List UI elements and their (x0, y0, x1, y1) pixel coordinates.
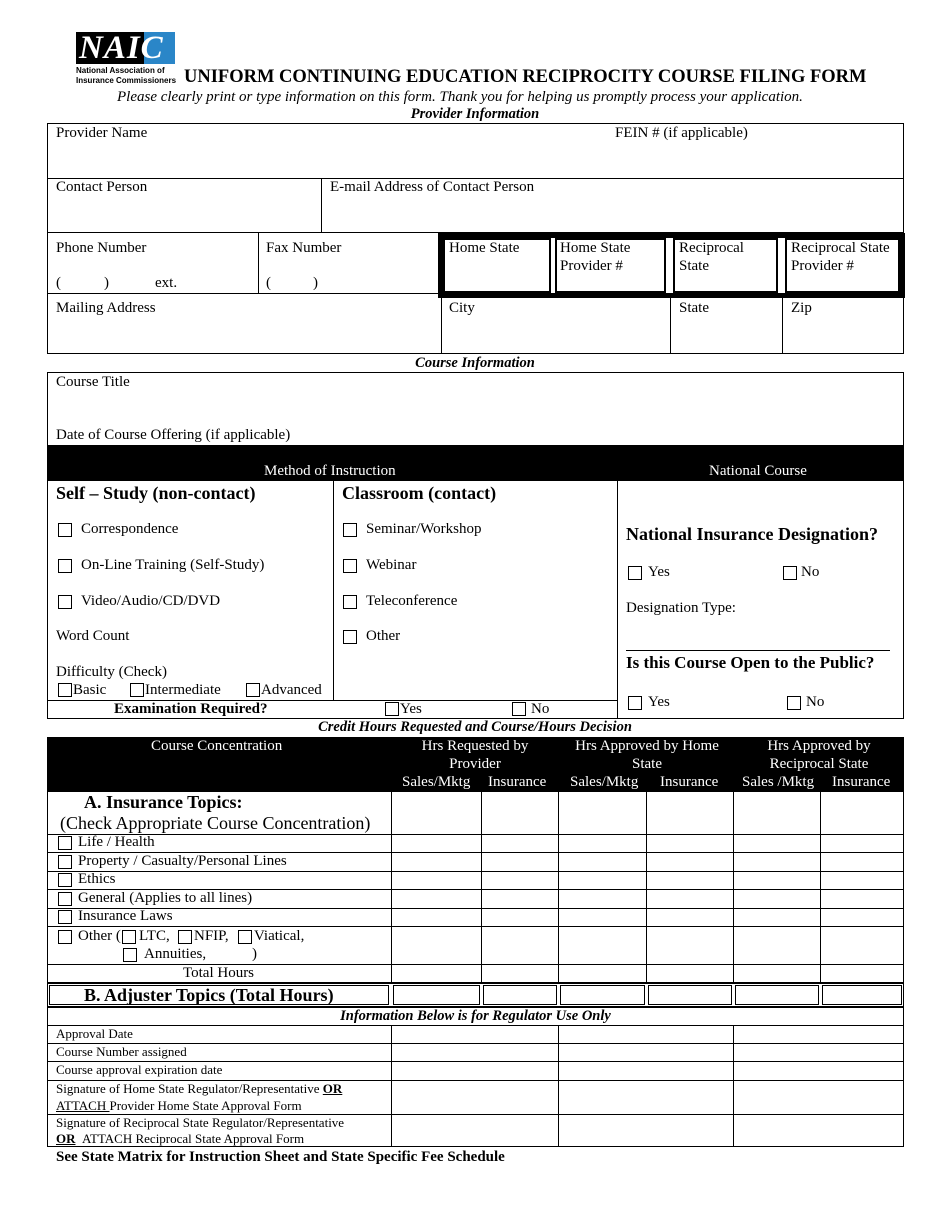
adjuster-cell-1[interactable] (393, 985, 480, 1005)
exam-no-label: No (531, 701, 550, 717)
correspondence-checkbox[interactable] (58, 523, 72, 537)
teleconference-checkbox[interactable] (343, 595, 357, 609)
col-recip-2: Reciprocal State (769, 756, 869, 772)
form-subtitle: Please clearly print or type information on this form. Thank you for helping us promptly process your application. (117, 89, 803, 105)
intermediate-label: Intermediate (145, 682, 221, 698)
ltc-checkbox[interactable] (122, 930, 136, 944)
online-checkbox[interactable] (58, 559, 72, 573)
advanced-checkbox[interactable] (246, 683, 260, 697)
reciprocal-state-label-2: State (679, 258, 709, 274)
sig-recip-line2 (56, 1131, 304, 1147)
city-field[interactable] (443, 318, 668, 352)
difficulty-label: Difficulty (Check) (56, 664, 167, 680)
reciprocal-provider-label-2: Provider # (791, 258, 854, 274)
designation-yes-checkbox[interactable] (628, 566, 642, 580)
word-count-label: Word Count (56, 628, 130, 644)
provider-section-title: Provider Information (410, 106, 540, 122)
topic-ethics-checkbox[interactable] (58, 873, 72, 887)
col-requested-2: Provider (449, 756, 501, 772)
designation-type-label: Designation Type: (626, 600, 736, 616)
topic-general-checkbox[interactable] (58, 892, 72, 906)
course-title-label: Course Title (56, 374, 130, 390)
home-state-label: Home State (449, 240, 520, 256)
topic-property-checkbox[interactable] (58, 855, 72, 869)
public-no-checkbox[interactable] (787, 696, 801, 710)
sig-recip-or: OR (56, 1131, 76, 1146)
city-label: City (449, 300, 475, 316)
sub-ins-3: Insurance (832, 774, 891, 790)
topic-property-label: Property / Casualty/Personal Lines (78, 853, 287, 869)
sub-ins-1: Insurance (488, 774, 547, 790)
col-concentration: Course Concentration (151, 738, 283, 754)
public-yes-label: Yes (648, 694, 670, 710)
form-title: UNIFORM CONTINUING EDUCATION RECIPROCITY COURSE FILING FORM (184, 67, 867, 87)
expiration-label: Course approval expiration date (56, 1062, 223, 1077)
sig-home-form: Provider Home State Approval Form (109, 1098, 302, 1113)
course-title-field[interactable] (48, 392, 903, 424)
intermediate-checkbox[interactable] (130, 683, 144, 697)
provider-name-field[interactable] (48, 142, 608, 176)
topic-ethics-label: Ethics (78, 871, 116, 887)
provider-name-label: Provider Name (56, 125, 148, 141)
mailing-address-label: Mailing Address (56, 300, 156, 316)
public-question: Is this Course Open to the Public? (626, 653, 875, 672)
sig-home-text: Signature of Home State Regulator/Representative (56, 1081, 323, 1096)
designation-yes-label: Yes (648, 564, 670, 580)
sig-home-or: OR (322, 1081, 343, 1096)
webinar-label: Webinar (366, 557, 417, 573)
basic-checkbox[interactable] (58, 683, 72, 697)
approval-date-label: Approval Date (56, 1026, 133, 1041)
naic-logo (76, 32, 176, 88)
contact-person-label: Contact Person (56, 179, 148, 195)
home-state-provider-label: Home State (560, 240, 631, 256)
footer-note: See State Matrix for Instruction Sheet and State Specific Fee Schedule (56, 1149, 505, 1165)
credit-section-title: Credit Hours Requested and Course/Hours Decision (318, 719, 632, 735)
topic-life-label: Life / Health (78, 834, 155, 850)
seminar-checkbox[interactable] (343, 523, 357, 537)
ltc-label: LTC, (139, 928, 170, 944)
sig-recip-form: ATTACH Reciprocal State Approval Form (82, 1131, 305, 1146)
topic-laws-label: Insurance Laws (78, 908, 173, 924)
viatical-checkbox[interactable] (238, 930, 252, 944)
online-label: On-Line Training (Self-Study) (81, 557, 265, 573)
nfip-label: NFIP, (194, 928, 229, 944)
seminar-label: Seminar/Workshop (366, 521, 482, 537)
correspondence-label: Correspondence (81, 521, 179, 537)
home-state-provider-label-2: Provider # (560, 258, 623, 274)
designation-no-label: No (801, 564, 820, 580)
reciprocal-provider-label: Reciprocal State (791, 240, 890, 256)
total-hours-label: Total Hours (183, 965, 255, 981)
check-concentration-label: (Check Appropriate Course Concentration) (60, 813, 371, 833)
designation-question: National Insurance Designation? (626, 524, 879, 544)
other-method-checkbox[interactable] (343, 630, 357, 644)
annuities-checkbox[interactable] (123, 948, 137, 962)
sig-home-line1 (56, 1081, 342, 1097)
phone-area-open: ( (56, 275, 61, 291)
sig-recip-line1: Signature of Reciprocal State Regulator/Representative (56, 1115, 345, 1130)
adjuster-cell-2[interactable] (483, 985, 557, 1005)
advanced-label: Advanced (261, 682, 322, 698)
zip-label: Zip (791, 300, 812, 316)
other-method-label: Other (366, 628, 401, 644)
logo-line1: National Association of (76, 66, 165, 75)
exam-required-label: Examination Required? (114, 701, 268, 717)
nfip-checkbox[interactable] (178, 930, 192, 944)
logo-text: NAIC (79, 30, 164, 66)
adjuster-cell-5[interactable] (735, 985, 819, 1005)
col-recip: Hrs Approved by (767, 738, 871, 754)
insurance-topics-title: A. Insurance Topics: (84, 792, 243, 812)
public-yes-checkbox[interactable] (628, 696, 642, 710)
sub-sales-2: Sales/Mktg (570, 774, 639, 790)
national-header: National Course (709, 463, 807, 479)
viatical-label: Viatical, (254, 928, 305, 944)
sig-home-attach: ATTACH (56, 1098, 110, 1113)
self-study-title: Self – Study (non-contact) (56, 483, 256, 503)
email-field[interactable] (323, 198, 903, 230)
mailing-address-field[interactable] (48, 318, 438, 352)
adjuster-cell-4[interactable] (648, 985, 732, 1005)
sig-home-line2 (56, 1098, 302, 1114)
fax-label: Fax Number (266, 240, 342, 256)
topic-other-checkbox[interactable] (58, 930, 72, 944)
state-field[interactable] (672, 318, 780, 352)
topic-laws-checkbox[interactable] (58, 910, 72, 924)
annuities-label: Annuities, (144, 946, 207, 962)
sub-sales-3: Sales /Mktg (742, 774, 815, 790)
regulator-section-title: Information Below is for Regulator Use Only (340, 1008, 611, 1024)
webinar-checkbox[interactable] (343, 559, 357, 573)
fax-area-open: ( (266, 275, 271, 291)
teleconference-label: Teleconference (366, 593, 458, 609)
phone-ext-label: ext. (155, 275, 178, 291)
exam-yes-checkbox[interactable] (385, 702, 399, 716)
fax-area-close: ) (313, 275, 318, 291)
col-home-2: State (632, 756, 662, 772)
zip-field[interactable] (784, 318, 902, 352)
contact-person-field[interactable] (48, 198, 320, 230)
fein-field[interactable] (612, 142, 902, 176)
logo-line2: Insurance Commissioners (76, 76, 177, 85)
col-home: Hrs Approved by Home (575, 738, 719, 754)
method-header: Method of Instruction (264, 463, 396, 479)
phone-label: Phone Number (56, 240, 147, 256)
public-no-label: No (806, 694, 825, 710)
annuities-close: ) (252, 946, 257, 962)
fein-label: FEIN # (if applicable) (615, 125, 748, 141)
adjuster-cell-6[interactable] (822, 985, 902, 1005)
topic-life-checkbox[interactable] (58, 836, 72, 850)
video-label: Video/Audio/CD/DVD (81, 593, 221, 609)
fax-field[interactable] (260, 258, 438, 292)
exam-yes-label: Yes (400, 701, 422, 717)
topic-general-label: General (Applies to all lines) (78, 890, 253, 906)
topic-other-label: Other ( (78, 928, 121, 944)
classroom-title: Classroom (contact) (342, 483, 497, 503)
designation-no-checkbox[interactable] (783, 566, 797, 580)
designation-type-line[interactable] (626, 650, 890, 651)
state-label: State (679, 300, 709, 316)
course-number-label: Course Number assigned (56, 1044, 187, 1059)
sub-ins-2: Insurance (660, 774, 719, 790)
adjuster-cell-3[interactable] (560, 985, 645, 1005)
date-offering-label: Date of Course Offering (if applicable) (56, 427, 291, 443)
exam-no-checkbox[interactable] (512, 702, 526, 716)
video-checkbox[interactable] (58, 595, 72, 609)
col-requested: Hrs Requested by (421, 738, 529, 754)
sub-sales-1: Sales/Mktg (402, 774, 471, 790)
email-label: E-mail Address of Contact Person (330, 179, 535, 195)
adjuster-topics-title: B. Adjuster Topics (Total Hours) (84, 985, 334, 1005)
phone-field[interactable] (48, 258, 256, 292)
course-section-title: Course Information (415, 355, 535, 371)
reciprocal-state-label: Reciprocal (679, 240, 744, 256)
basic-label: Basic (73, 682, 107, 698)
phone-area-close: ) (104, 275, 109, 291)
